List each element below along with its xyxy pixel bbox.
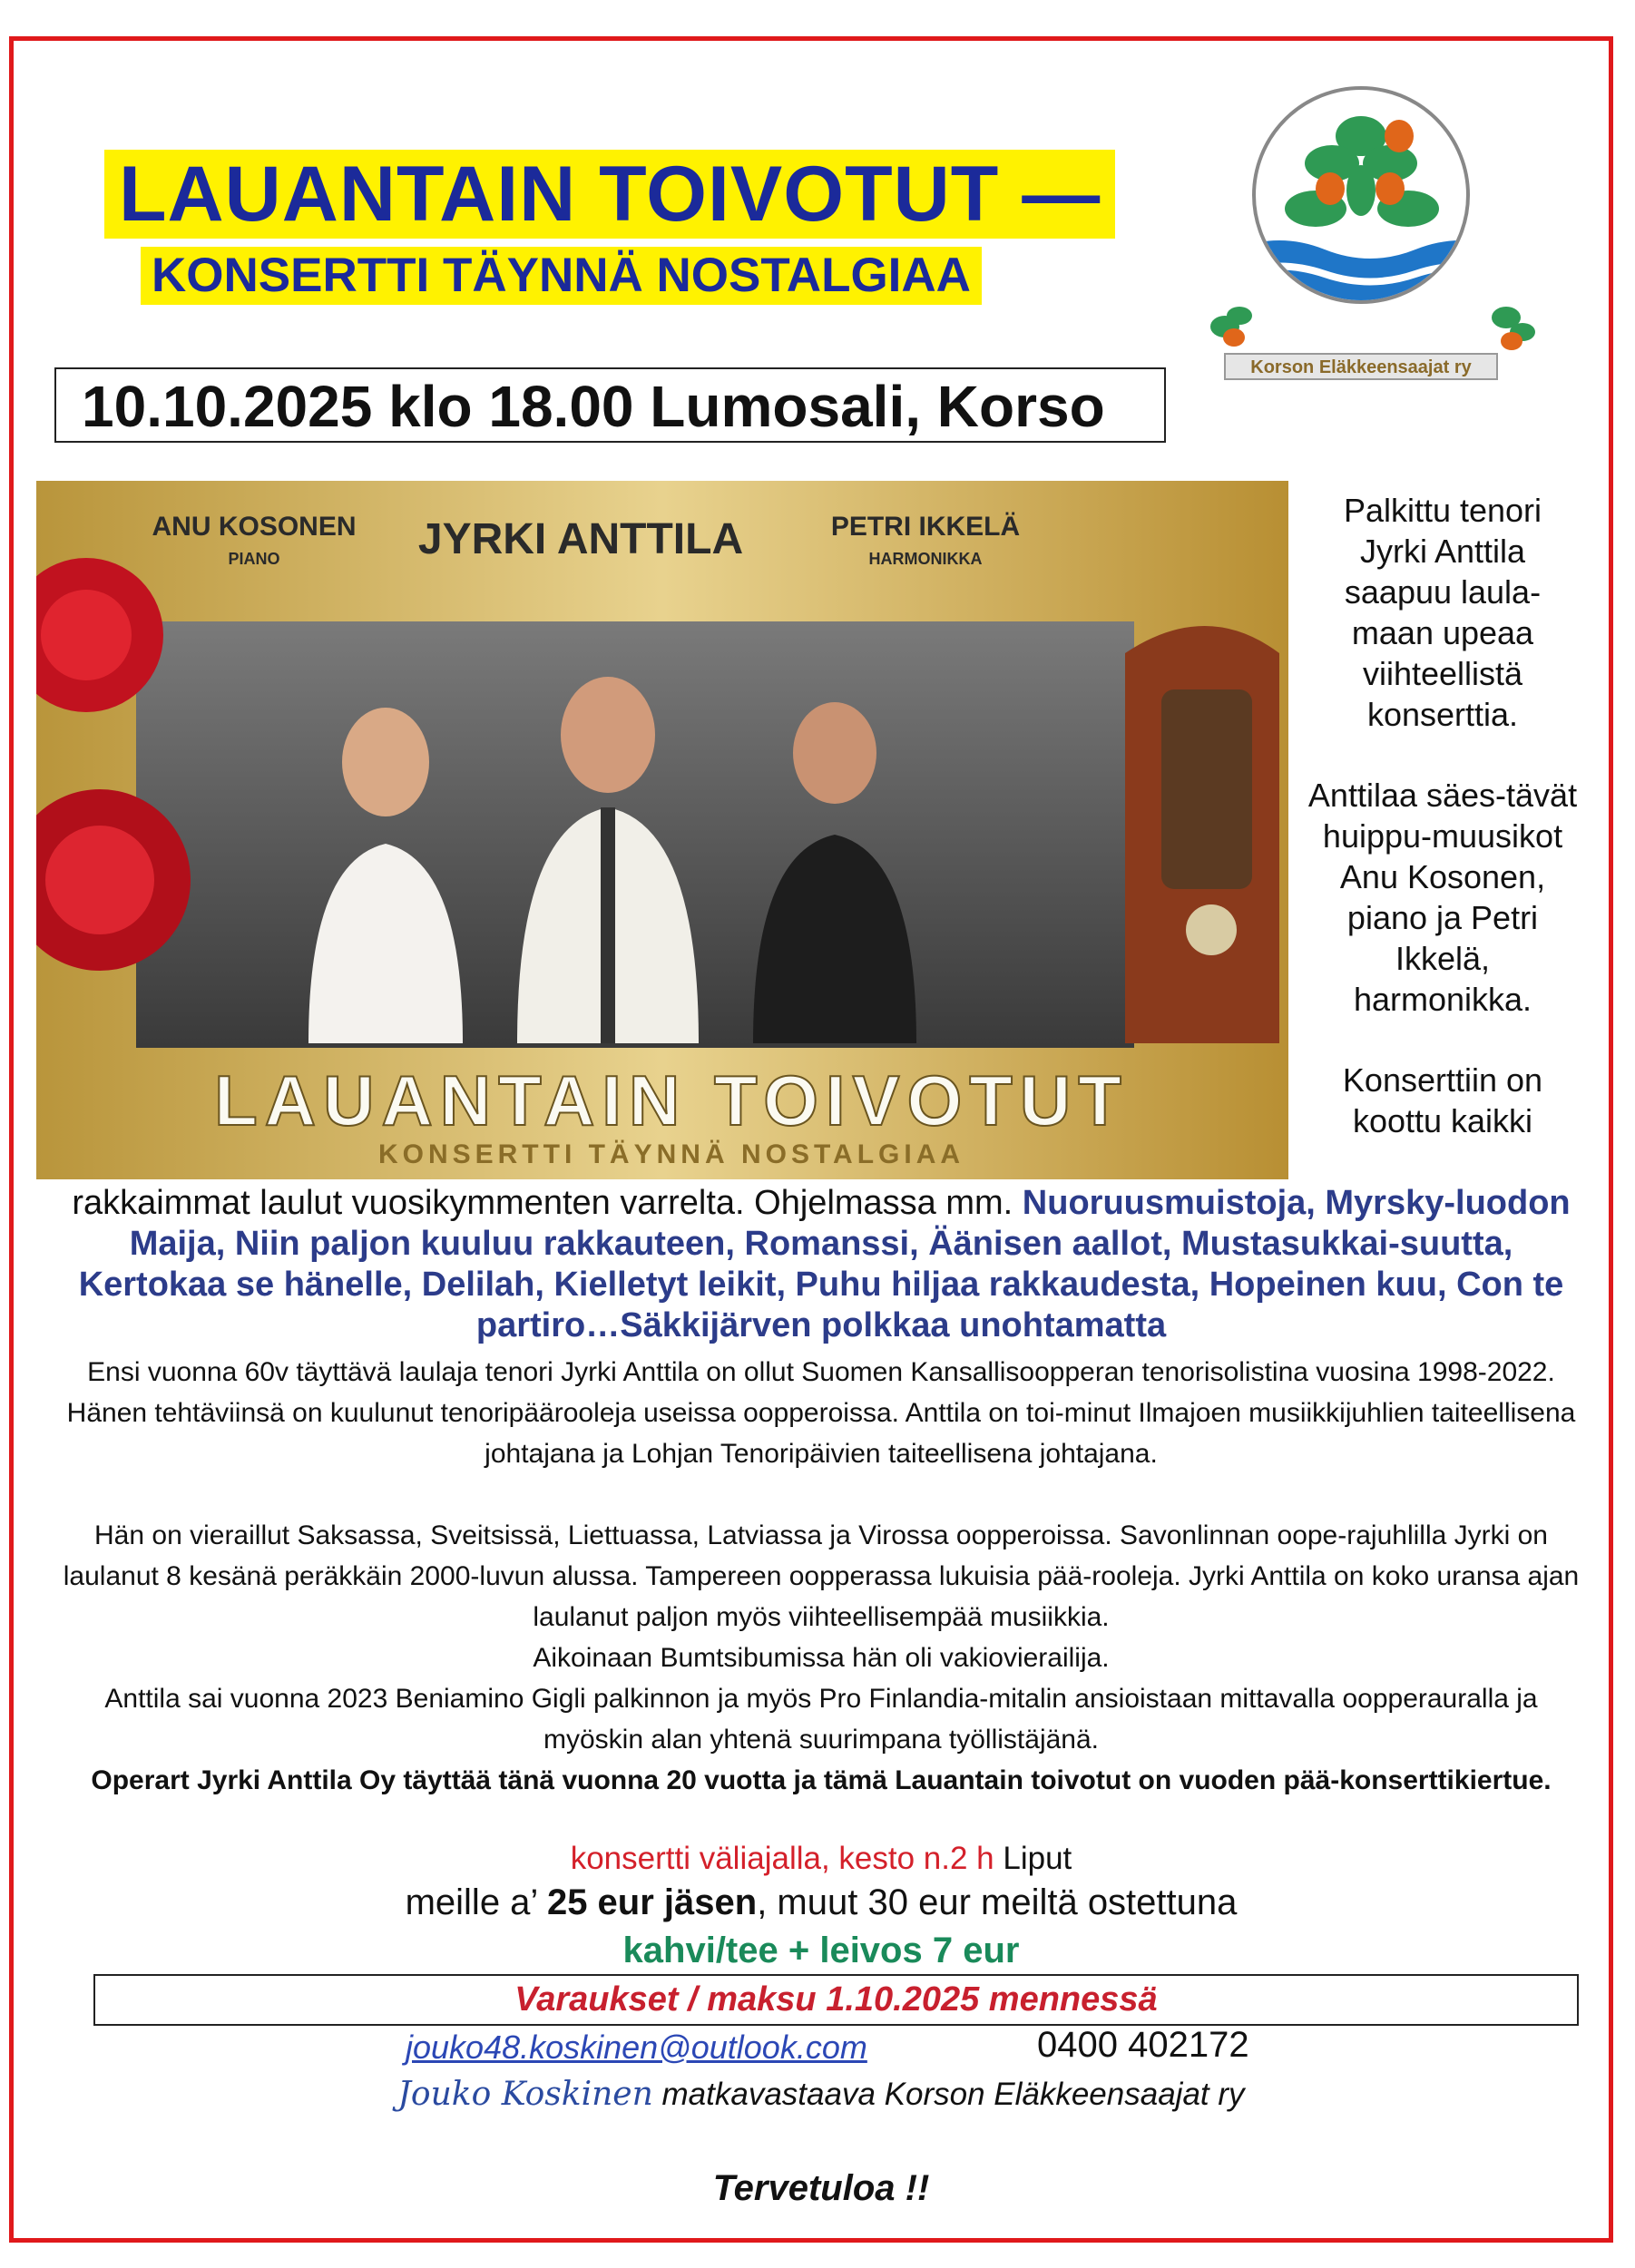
tickets-label: Liput [1003, 1841, 1072, 1876]
welcome-text: Tervetuloa !! [712, 2168, 930, 2208]
bio-paragraph-4: Anttila sai vuonna 2023 Beniamino Gigli palkinnon ja myös Pro Finlandia-mitalin ansioistaan mittavalla oopperauralla ja myöskin alan yhtenä suurimpana työllistäjänä. [104, 1684, 1538, 1755]
intermission-text: konsertti väliajalla, kesto n.2 h [570, 1841, 994, 1876]
program-intro: rakkaimmat laulut vuosikymmenten varrelta. Ohjelmassa mm. [72, 1184, 1013, 1222]
price-line [54, 1880, 1588, 1925]
bio-paragraph-5: Operart Jyrki Anttila Oy täyttää tänä vuonna 20 vuotta ja tämä Lauantain toivotut on vuoden pää-konserttikiertue. [91, 1765, 1552, 1795]
small-leaf-right-icon [1492, 307, 1535, 350]
contact-signature [54, 2076, 1588, 2113]
poster-instrument-left: PIANO [228, 550, 280, 568]
coffee-line: kahvi/tee + leivos 7 eur [622, 1931, 1020, 1970]
small-leaf-left-icon [1210, 307, 1252, 347]
poster-instrument-right: HARMONIKKA [868, 550, 983, 568]
page-subtitle: KONSERTTI TÄYNNÄ NOSTALGIAA [141, 247, 982, 305]
bio-paragraph-3: Aikoinaan Bumtsibumissa hän oli vakiovierailija. [533, 1643, 1110, 1673]
contact-role: matkavastaava Korson Eläkkeensaajat ry [661, 2077, 1245, 2112]
concert-poster-image [36, 481, 1288, 1179]
performers-photo [308, 677, 916, 1043]
intro-sidebar [1307, 490, 1579, 1141]
price-rest: , muut 30 eur meiltä ostettuna [757, 1882, 1238, 1922]
bio-paragraph-2: Hän on vieraillut Saksassa, Sveitsissä, Liettuassa, Latviassa ja Virossa oopperoissa. Savonlinnan oope-rajuhlilla Jyrki on laulanut 8 kesänä peräkkäin 2000-luvun alussa. Tampereen oopperassa lukuisia pää-rooleja. Jyrki Anttila on koko uransa ajan laulanut paljon myös viihteellisempää musiikkia. [63, 1520, 1580, 1632]
poster-big-title: LAUANTAIN TOIVOTUT [214, 1061, 1129, 1140]
duration-line [54, 1838, 1588, 1880]
program-text [64, 1183, 1579, 1346]
intro-paragraph-1: Palkittu tenori Jyrki Anttila saapuu laula-maan upeaa viihteellistä konserttia. [1343, 492, 1542, 733]
price-prefix: meille a’ [405, 1882, 537, 1922]
bio-paragraph-1: Ensi vuonna 60v täyttävä laulaja tenori Jyrki Anttila on ollut Suomen Kansallisoopperan tenorisolistina vuosina 1998-2022. Hänen tehtäviinsä on kuulunut tenoripäärooleja useissa oopperoissa. Anttila on toi-minut Ilmajoen musiikkijuhlien taiteellisena johtajana ja Lohjan Tenoripäivien taiteellisena johtajana. [66, 1357, 1576, 1469]
organization-logo [1198, 82, 1552, 390]
vintage-radio-icon [1125, 626, 1279, 1043]
contact-phone: 0400 402172 [1037, 2025, 1249, 2065]
poster-big-subtitle: KONSERTTI TÄYNNÄ NOSTALGIAA [377, 1139, 965, 1169]
price-member: 25 eur jäsen [546, 1882, 758, 1922]
page-title: LAUANTAIN TOIVOTUT — [104, 150, 1115, 239]
reservation-box: Varaukset / maksu 1.10.2025 mennessä [93, 1974, 1579, 2026]
contact-email-link[interactable]: jouko48.koskinen@outlook.com [406, 2028, 867, 2066]
event-date-box: 10.10.2025 klo 18.00 Lumosali, Korso [54, 367, 1166, 443]
contact-name: Jouko Koskinen [397, 2076, 653, 2113]
biography [54, 1352, 1588, 1801]
poster-performer-center: JYRKI ANTTILA [417, 515, 744, 563]
poster-performer-left: ANU KOSONEN [152, 512, 357, 542]
song-list: Nuoruusmuistoja, Myrsky-luodon Maija, Niin paljon kuuluu rakkauteen, Romanssi, Äänisen aallot, Mustasukkai-suutta, Kertokaa se hänelle, Delilah, Kielletyt leikit, Puhu hiljaa rakkaudesta, Hopeinen kuu, Con te partiro…Säkkijärven polkkaa unohtamatta [78, 1184, 1571, 1344]
intro-paragraph-3: Konserttiin on koottu kaikki [1342, 1061, 1543, 1139]
poster-performer-right: PETRI IKKELÄ [830, 512, 1021, 542]
intro-paragraph-2: Anttilaa säes-tävät huippu-muusikot Anu Kosonen, piano ja Petri Ikkelä, harmonikka. [1307, 777, 1578, 1018]
logo-org-name: Korson Eläkkeensaajat ry [1250, 357, 1472, 377]
